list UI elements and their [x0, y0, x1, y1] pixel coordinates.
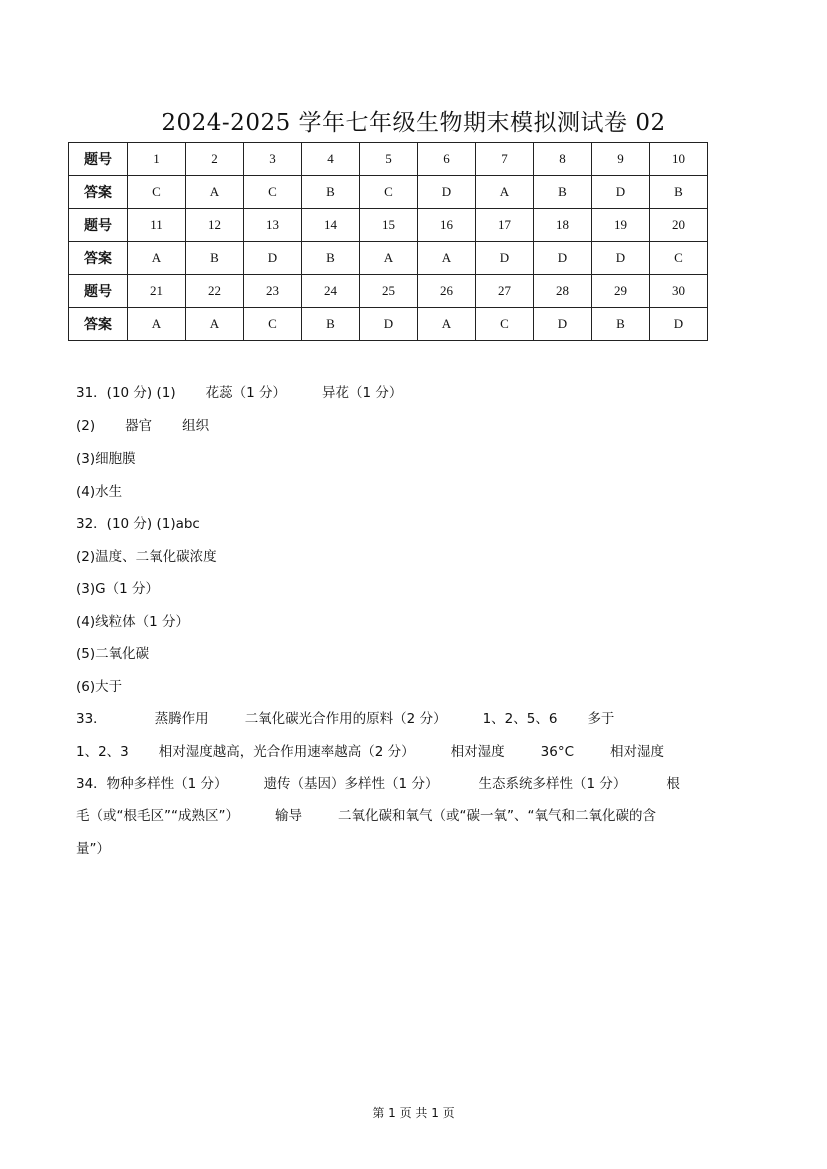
answer-letter-header: 答案 [69, 242, 128, 275]
answer-letter-cell: B [302, 242, 360, 275]
answer-letter-cell: A [418, 242, 476, 275]
answer-letter-cell: D [360, 308, 418, 341]
question-number-cell: 9 [592, 143, 650, 176]
answer-text: 根 [666, 776, 680, 792]
question-number-cell: 6 [418, 143, 476, 176]
question-number-cell: 24 [302, 275, 360, 308]
answer-line [76, 447, 136, 467]
answer-text: 蒸腾作用 [154, 711, 209, 727]
answer-text: 遗传（基因）多样性（1 分） [263, 776, 439, 792]
answer-text: 相对湿度 [450, 744, 505, 760]
question-number-cell: 1 [128, 143, 186, 176]
answer-text: 花蕊（1 分） [205, 385, 286, 401]
question-number-cell: 10 [650, 143, 708, 176]
answer-line [76, 837, 110, 857]
question-number-cell: 7 [476, 143, 534, 176]
question-number-cell: 29 [592, 275, 650, 308]
question-number-cell: 21 [128, 275, 186, 308]
answer-letter-cell: A [418, 308, 476, 341]
question-number-cell: 11 [128, 209, 186, 242]
page-title: 2024-2025 学年七年级生物期末模拟测试卷 02 [161, 110, 666, 136]
question-number-cell: 18 [534, 209, 592, 242]
question-number-cell: 25 [360, 275, 418, 308]
answer-text: 相对湿度 [610, 744, 665, 760]
question-number-cell: 12 [186, 209, 244, 242]
answer-text: 相对湿度越高，光合作用速率越高（2 分） [158, 744, 415, 760]
answer-letter-cell: C [244, 308, 302, 341]
answer-text: 异花（1 分） [322, 385, 403, 401]
answer-letter-cell: B [302, 176, 360, 209]
answer-letter-cell: B [302, 308, 360, 341]
question-number-cell: 27 [476, 275, 534, 308]
answer-line [76, 414, 209, 434]
answer-text: 33． [76, 711, 107, 727]
answer-table [68, 142, 708, 341]
question-number-cell: 8 [534, 143, 592, 176]
answer-text: 器官 [125, 418, 153, 434]
answer-text: 32．(10 分) (1)abc [76, 516, 200, 532]
answer-letter-cell: D [592, 242, 650, 275]
answer-line [76, 772, 680, 792]
answer-line [76, 577, 159, 597]
answer-text: 34．物种多样性（1 分） [76, 776, 228, 792]
question-number-cell: 13 [244, 209, 302, 242]
answer-text: 生态系统多样性（1 分） [478, 776, 627, 792]
answer-text: 毛（或“根毛区”“成熟区”） [76, 808, 239, 824]
answer-letter-cell: A [186, 308, 244, 341]
question-number-cell: 20 [650, 209, 708, 242]
answer-line [76, 675, 122, 695]
answer-letter-cell: C [476, 308, 534, 341]
answer-text: 二氧化碳光合作用的原料（2 分） [244, 711, 447, 727]
answer-letter-cell: B [592, 308, 650, 341]
answer-letter-cell: A [360, 242, 418, 275]
question-number-cell: 17 [476, 209, 534, 242]
answer-text: (6)大于 [76, 679, 123, 695]
answer-letter-cell: B [650, 176, 708, 209]
question-number-header: 题号 [69, 275, 128, 308]
answer-line [76, 642, 149, 662]
answer-letter-row [69, 176, 708, 209]
question-number-cell: 15 [360, 209, 418, 242]
question-number-cell: 14 [302, 209, 360, 242]
answer-text: 31．(10 分) (1) [76, 385, 176, 401]
answer-line [76, 610, 189, 630]
question-number-cell: 19 [592, 209, 650, 242]
question-number-cell: 23 [244, 275, 302, 308]
question-number-cell: 4 [302, 143, 360, 176]
answer-text: 1、2、5、6 [482, 711, 558, 727]
question-number-row [69, 209, 708, 242]
question-number-cell: 30 [650, 275, 708, 308]
answer-line [76, 381, 402, 401]
answer-text: 输导 [274, 808, 302, 824]
answer-text: (2)温度、二氧化碳浓度 [76, 549, 217, 565]
answer-letter-cell: D [418, 176, 476, 209]
answer-text: (3)细胞膜 [76, 451, 136, 467]
answer-line [76, 804, 656, 824]
answer-text: 36°C [540, 744, 575, 760]
answer-letter-cell: D [244, 242, 302, 275]
answer-letter-row [69, 308, 708, 341]
answer-line [76, 740, 664, 760]
answer-letter-cell: B [186, 242, 244, 275]
answer-letter-cell: C [650, 242, 708, 275]
answer-text: (3)G（1 分） [76, 581, 159, 597]
answer-letter-row [69, 242, 708, 275]
answer-letter-cell: D [650, 308, 708, 341]
question-number-row [69, 275, 708, 308]
answer-letter-header: 答案 [69, 176, 128, 209]
answer-letter-header: 答案 [69, 308, 128, 341]
answer-text: 量”） [76, 841, 110, 857]
answer-line [76, 707, 614, 727]
answer-text: (4)水生 [76, 484, 123, 500]
answer-text: 组织 [182, 418, 210, 434]
answer-letter-cell: B [534, 176, 592, 209]
question-number-cell: 2 [186, 143, 244, 176]
answer-line [76, 512, 200, 532]
question-number-cell: 3 [244, 143, 302, 176]
answer-text: (2) [76, 418, 96, 434]
page-footer: 第 1 页 共 1 页 [372, 1106, 455, 1120]
answer-letter-cell: C [244, 176, 302, 209]
question-number-cell: 16 [418, 209, 476, 242]
answer-text: (4)线粒体（1 分） [76, 614, 190, 630]
answer-letter-cell: A [186, 176, 244, 209]
question-number-header: 题号 [69, 209, 128, 242]
answer-text: 二氧化碳和氧气（或“碳一氧”、“氧气和二氧化碳的含 [337, 808, 656, 824]
answer-letter-cell: C [360, 176, 418, 209]
answer-letter-cell: A [128, 308, 186, 341]
answer-line [76, 545, 217, 565]
question-number-header: 题号 [69, 143, 128, 176]
answer-letter-cell: D [592, 176, 650, 209]
answer-text: 多于 [587, 711, 615, 727]
answer-letter-cell: A [476, 176, 534, 209]
answer-text: (5)二氧化碳 [76, 646, 150, 662]
answer-text: 1、2、3 [76, 744, 129, 760]
question-number-row [69, 143, 708, 176]
answer-line [76, 480, 122, 500]
question-number-cell: 26 [418, 275, 476, 308]
question-number-cell: 5 [360, 143, 418, 176]
answer-letter-cell: D [476, 242, 534, 275]
answer-letter-cell: D [534, 308, 592, 341]
answer-letter-cell: C [128, 176, 186, 209]
question-number-cell: 28 [534, 275, 592, 308]
answer-letter-cell: D [534, 242, 592, 275]
question-number-cell: 22 [186, 275, 244, 308]
answer-letter-cell: A [128, 242, 186, 275]
